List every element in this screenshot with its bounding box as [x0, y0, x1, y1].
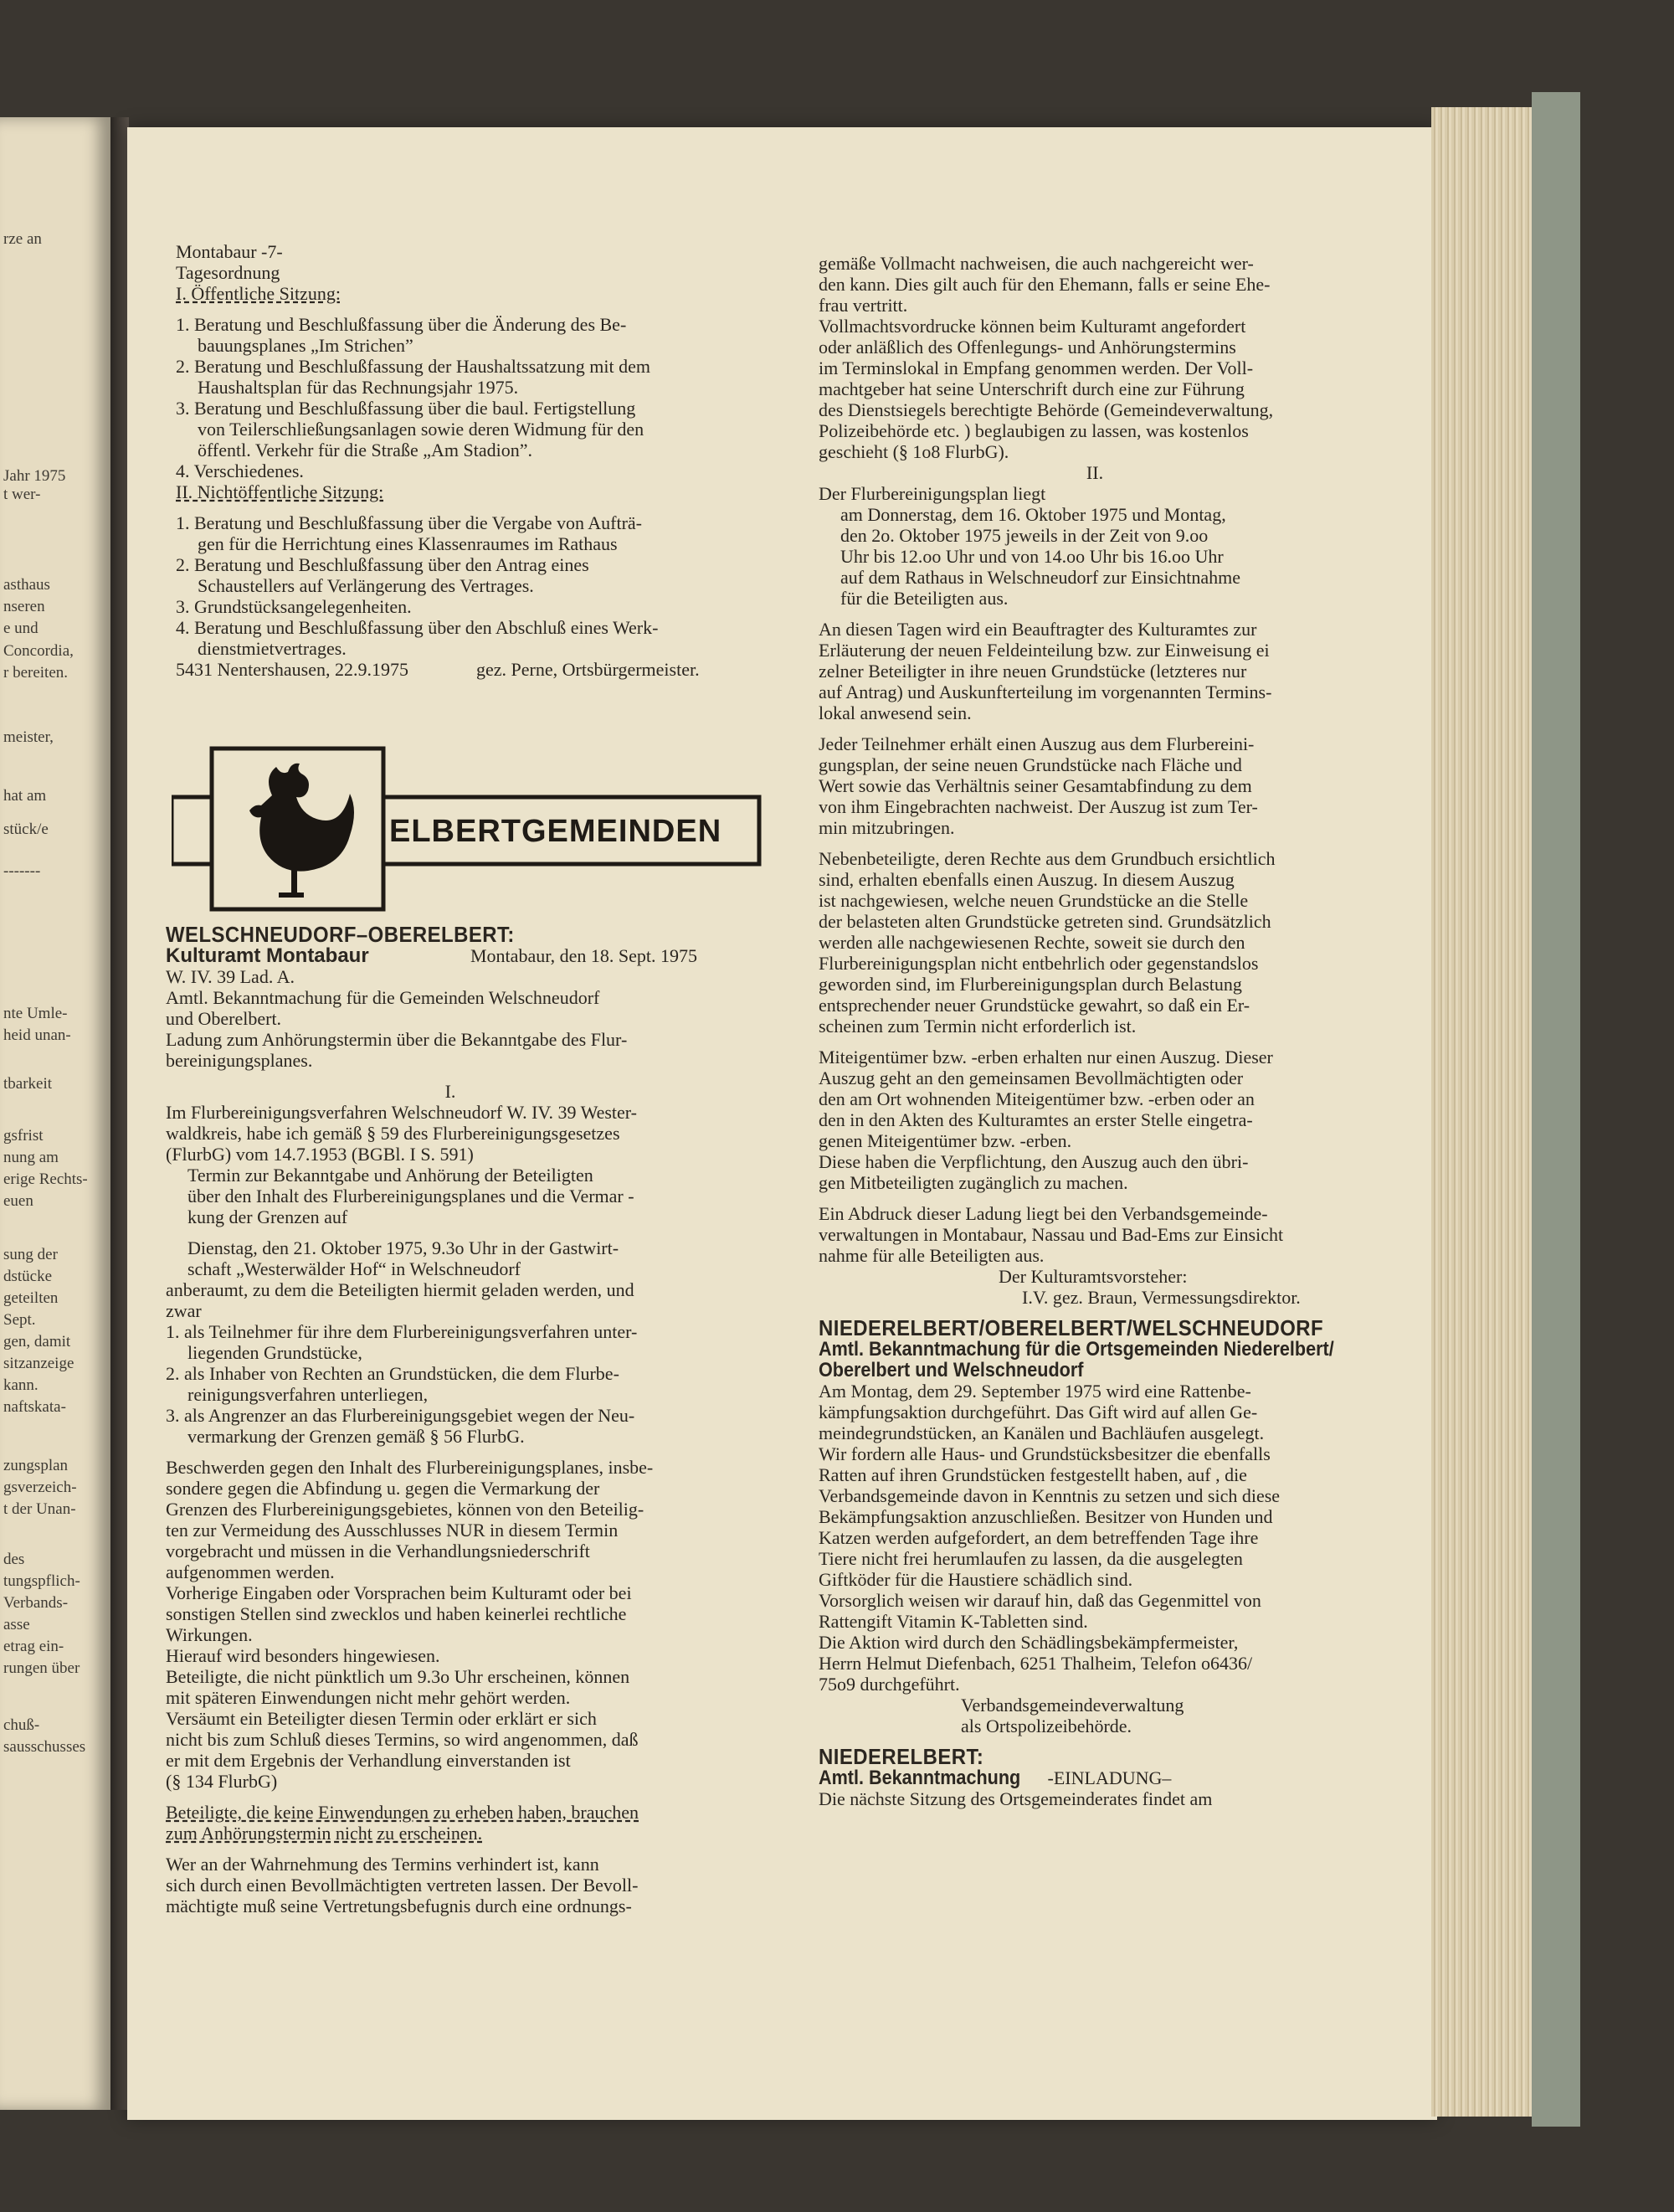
coowner-line: Diese haben die Verpflichtung, den Auszug auch den übri- — [819, 1151, 1249, 1172]
coowner-line: Miteigentümer bzw. -erben erhalten nur einen Auszug. Dieser — [819, 1047, 1273, 1067]
proxy-line: des Dienstsiegels berechtigte Behörde (Gemeindeverwaltung, — [819, 399, 1274, 420]
copy-line: verwaltungen in Montabaur, Nassau und Bad-Ems zur Einsicht — [819, 1224, 1284, 1245]
procedure-line: Im Flurbereinigungsverfahren Welschneudorf W. IV. 39 Wester- — [166, 1102, 637, 1123]
proxy-line: gemäße Vollmacht nachweisen, die auch nachgereicht wer- — [819, 253, 1254, 274]
list-item-line: vermarkung der Grenzen gemäß § 56 FlurbG. — [187, 1426, 525, 1447]
agenda-header — [176, 241, 700, 283]
section-heading-welschneudorf: WELSCHNEUDORF–OBERELBERT: — [166, 922, 515, 947]
date-line: Dienstag, den 21. Oktober 1975, 9.3o Uhr in der Gastwirt- — [187, 1237, 619, 1258]
left-page-fragment: hat am — [3, 787, 47, 805]
left-page-fragment: Concordia, — [3, 642, 74, 660]
office-line — [166, 945, 735, 966]
agenda-header-line: Montabaur -7- — [176, 241, 283, 262]
left-page-fragment: rze an — [3, 230, 42, 248]
rat-text — [819, 1381, 1391, 1695]
left-page-fragment: tungspflich- — [3, 1572, 80, 1590]
copy-line: Ein Abdruck dieser Ladung liegt bei den Verbandsgemeinde- — [819, 1203, 1268, 1224]
complaints-line: Grenzen des Flurbereinigungsgebietes, können von den Beteilig- — [166, 1499, 644, 1520]
complaints-line: vorgebracht und müssen in die Verhandlungsniederschrift — [166, 1541, 590, 1561]
list-item-line: Schaustellers auf Verlängerung des Vertrages. — [198, 575, 534, 596]
left-page-fragment: nseren — [3, 598, 45, 615]
section-heading-niederelbert-oberelbert: NIEDERELBERT/OBERELBERT/WELSCHNEUDORF — [819, 1315, 1324, 1340]
left-page-fragment: naftskata- — [3, 1398, 66, 1416]
list-item-line: bauungsplanes „Im Strichen” — [198, 335, 413, 356]
invite-line: anberaumt, zu dem die Beteiligten hiermit geladen werden, und — [166, 1279, 634, 1300]
rat-line: kämpfungsaktion durchgeführt. Das Gift wird auf allen Ge- — [819, 1402, 1258, 1422]
rat-sign — [819, 1695, 1391, 1736]
left-page-fragment: zungsplan — [3, 1457, 69, 1474]
sign-name: I.V. gez. Braun, Vermessungsdirektor. — [1022, 1287, 1301, 1308]
left-page-fragment: etrag ein- — [3, 1638, 64, 1655]
book-gutter — [110, 117, 129, 2110]
coowner-line: genen Miteigentümer bzw. -erben. — [819, 1130, 1072, 1151]
body-line: bereinigungsplanes. — [166, 1050, 313, 1071]
list-item-line: 3. Grundstücksangelegenheiten. — [176, 596, 412, 617]
coowner-line: gen Mitbeteiligten zugänglich zu machen. — [819, 1172, 1128, 1193]
list-item-line: liegenden Grundstücke, — [187, 1342, 362, 1363]
private-agenda-item — [176, 617, 700, 659]
list-item-line: 3. Beratung und Beschlußfassung über die baul. Fertigstellung — [176, 398, 636, 419]
plan-line: am Donnerstag, dem 16. Oktober 1975 und Montag, — [840, 504, 1226, 525]
plan-line: den 2o. Oktober 1975 jeweils in der Zeit von 9.oo — [840, 525, 1209, 546]
complaints-line: ten zur Vermeidung des Ausschlusses NUR in diesem Termin — [166, 1520, 619, 1541]
left-page-fragment: sitzanzeige — [3, 1355, 74, 1372]
rat-line: Tiere nicht frei herumlaufen zu lassen, da die ausgelegten — [819, 1548, 1243, 1569]
left-page-fragment: sung der — [3, 1246, 58, 1263]
copy-text — [819, 1203, 1391, 1266]
public-agenda-item — [176, 356, 700, 398]
subheading-rat — [819, 1339, 1391, 1381]
left-page-fragment: heid unan- — [3, 1026, 71, 1044]
rat-line: Vorsorglich weisen wir darauf hin, daß das Gegenmittel von — [819, 1590, 1261, 1611]
list-item-line: 2. Beratung und Beschlußfassung über den Antrag eines — [176, 554, 589, 575]
list-item-line: reinigungsverfahren unterliegen, — [187, 1384, 429, 1405]
left-page-fragment: nung am — [3, 1149, 59, 1166]
secondary-line: scheinen zum Termin nicht erforderlich ist. — [819, 1016, 1137, 1037]
subheading-line: Oberelbert und Welschneudorf — [819, 1359, 1084, 1381]
procedure-line: waldkreis, habe ich gemäß § 59 des Flurbereinigungsgesetzes — [166, 1123, 620, 1144]
closing-line: mächtigte muß seine Vertretungsbefugnis durch eine ordnungs- — [166, 1896, 632, 1916]
proxy-line: oder anläßlich des Offenlegungs- und Anhörungstermins — [819, 337, 1236, 358]
secondary-line: ist nachgewiesen, welche neuen Grundstücke an die Stelle — [819, 890, 1249, 911]
term-line: über den Inhalt des Flurbereinigungsplanes und die Vermar - — [187, 1186, 634, 1206]
roman-one: I. — [444, 1081, 456, 1102]
section-heading-niederelbert: NIEDERELBERT: — [819, 1744, 984, 1769]
rat-sign-line: als Ortspolizeibehörde. — [961, 1716, 1132, 1736]
public-agenda-item — [176, 460, 700, 481]
left-page-fragment: gsverzeich- — [3, 1479, 77, 1496]
complaints-line: aufgenommen werden. — [166, 1561, 335, 1582]
signature-place: 5431 Nentershausen, 22.9.1975 — [176, 659, 409, 680]
list-item-line: dienstmietvertrages. — [198, 638, 347, 659]
complaints-line: nicht bis zum Schluß dieses Termins, so wird angenommen, daß — [166, 1729, 639, 1750]
body-line: und Oberelbert. — [166, 1008, 282, 1029]
closing-line: Wer an der Wahrnehmung des Termins verhindert ist, kann — [166, 1854, 599, 1875]
procedure-text — [166, 1102, 735, 1165]
signature-line — [176, 659, 700, 680]
body-line: Amtl. Bekanntmachung für die Gemeinden Welschneudorf — [166, 987, 600, 1008]
coowner-text — [819, 1047, 1391, 1193]
proxy-line: im Terminslokal in Empfang genommen werden. Der Voll- — [819, 358, 1254, 378]
party-item — [166, 1321, 735, 1363]
left-page-fragment: t wer- — [3, 486, 41, 503]
left-page-fragment: nte Umle- — [3, 1005, 68, 1022]
term-line: kung der Grenzen auf — [187, 1206, 348, 1227]
roman-two: II. — [1086, 462, 1104, 483]
left-page-fragment: ------- — [3, 862, 41, 880]
proxy-line: Vollmachtsvordrucke können beim Kulturamt angefordert — [819, 316, 1246, 337]
left-page-fragment: stück/e — [3, 820, 49, 838]
complaints-text — [166, 1457, 735, 1792]
secondary-text — [819, 848, 1391, 1037]
party-item — [166, 1405, 735, 1447]
complaints-line: er mit dem Ergebnis der Verhandlung einverstanden ist — [166, 1750, 571, 1771]
list-item-line: 1. Beratung und Beschlußfassung über die Änderung des Be- — [176, 314, 627, 335]
complaints-line: mit späteren Einwendungen nicht mehr gehört werden. — [166, 1687, 571, 1708]
list-item-line: 3. als Angrenzer an das Flurbereinigungsgebiet wegen der Neu- — [166, 1405, 635, 1426]
complaints-line: Wirkungen. — [166, 1624, 253, 1645]
body-line: Ladung zum Anhörungstermin über die Bekanntgabe des Flur- — [166, 1029, 628, 1050]
proxy-line: geschieht (§ 1o8 FlurbG). — [819, 441, 1009, 462]
agenda-header-line: Tagesordnung — [176, 262, 280, 283]
invite-line: zwar — [166, 1300, 202, 1321]
secondary-line: Flurbereinigungsplan nicht entbehrlich oder gegenstandslos — [819, 953, 1259, 974]
list-item-line: 4. Beratung und Beschlußfassung über den Abschluß eines Werk- — [176, 617, 659, 638]
underlined-notice — [166, 1802, 735, 1844]
complaints-line: sonstigen Stellen sind zwecklos und haben keinerlei rechtliche — [166, 1603, 627, 1624]
rat-line: Katzen werden aufgefordert, an dem betreffenden Tage ihre — [819, 1527, 1259, 1548]
agent-text — [819, 619, 1391, 723]
secondary-line: werden alle nachgewiesenen Rechte, soweit sie durch den — [819, 932, 1245, 953]
complaints-line: Beteiligte, die nicht pünktlich um 9.3o Uhr erscheinen, können — [166, 1666, 630, 1687]
term-line: Termin zur Bekanntgabe und Anhörung der Beteiligten — [187, 1165, 593, 1186]
agent-line: Erläuterung der neuen Feldeinteilung bzw. zur Einweisung ei — [819, 640, 1270, 661]
complaints-line: sondere gegen die Abfindung u. gegen die Vermarkung der — [166, 1478, 600, 1499]
complaints-line: (§ 134 FlurbG) — [166, 1771, 278, 1792]
proxy-line: den kann. Dies gilt auch für den Ehemann, falls er seine Ehe- — [819, 274, 1271, 295]
left-page-fragment: t der Unan- — [3, 1500, 76, 1518]
list-item-line: 1. als Teilnehmer für ihre dem Flurbereinigungsverfahren unter- — [166, 1321, 638, 1342]
plan-line: auf dem Rathaus in Welschneudorf zur Einsichtnahme — [840, 567, 1241, 588]
left-page-fragment: Jahr 1975 — [3, 467, 66, 485]
extract-line: Wert sowie das Verhältnis seiner Gesamtabfindung zu dem — [819, 775, 1252, 796]
term-text — [166, 1165, 735, 1227]
rat-line: Bekämpfungsaktion anzuschließen. Besitzer von Hunden und — [819, 1506, 1273, 1527]
rat-line: Rattengift Vitamin K-Tabletten sind. — [819, 1611, 1088, 1632]
secondary-line: geworden sind, im Flurbereinigungsplan durch Belastung — [819, 974, 1242, 995]
procedure-line: (FlurbG) vom 14.7.1953 (BGBl. I S. 591) — [166, 1144, 474, 1165]
left-page-fragment: rungen über — [3, 1659, 80, 1677]
secondary-line: der belasteten alten Grundstücke getreten sind. Grundsätzlich — [819, 911, 1271, 932]
date-text — [166, 1237, 735, 1279]
plan-intro: Der Flurbereinigungsplan liegt — [819, 483, 1046, 504]
agent-line: An diesen Tagen wird ein Beauftragter des Kulturamtes zur — [819, 619, 1257, 640]
left-page-fragment: chuß- — [3, 1716, 40, 1734]
banner-title: ELBERTGEMEINDEN — [389, 814, 722, 849]
closing-line: sich durch einen Bevollmächtigten vertreten lassen. Der Bevoll- — [166, 1875, 639, 1896]
complaints-line: Versäumt ein Beteiligter diesen Termin oder erklärt er sich — [166, 1708, 597, 1729]
left-column — [176, 241, 700, 680]
left-page-fragment: euen — [3, 1192, 33, 1210]
list-item-line: öffentl. Verkehr für die Straße „Am Stadion”. — [198, 440, 532, 460]
underlined-line: Beteiligte, die keine Einwendungen zu erheben haben, brauchen — [166, 1802, 639, 1823]
list-item-line: 2. Beratung und Beschlußfassung der Haushaltssatzung mit dem — [176, 356, 651, 377]
rat-line: 75o9 durchgeführt. — [819, 1674, 960, 1695]
page-edges — [1431, 107, 1537, 2117]
public-items — [176, 314, 700, 481]
left-page-fragment: gen, damit — [3, 1333, 71, 1350]
complaints-line: Hierauf wird besonders hingewiesen. — [166, 1645, 440, 1666]
date-line: schaft „Westerwälder Hof“ in Welschneudorf — [187, 1258, 521, 1279]
invitation-tail: -EINLADUNG– — [1043, 1767, 1172, 1788]
book-cover — [1532, 92, 1580, 2127]
list-item-line: 1. Beratung und Beschlußfassung über die Vergabe von Aufträ- — [176, 512, 643, 533]
rat-line: meindegrundstücken, an Kanälen und Bachläufen ausgelegt. — [819, 1422, 1265, 1443]
proxy-text — [819, 253, 1391, 462]
coowner-line: Auszug geht an den gemeinsamen Bevollmächtigten oder — [819, 1067, 1244, 1088]
left-page-fragment: Sept. — [3, 1311, 36, 1329]
plan-line: Uhr bis 12.oo Uhr und von 14.oo Uhr bis 16.oo Uhr — [840, 546, 1224, 567]
party-items — [166, 1321, 735, 1447]
office-date: Montabaur, den 18. Sept. 1975 — [470, 945, 698, 966]
rat-line: Am Montag, dem 29. September 1975 wird eine Rattenbe- — [819, 1381, 1251, 1402]
left-page-fragment: tbarkeit — [3, 1075, 53, 1093]
rat-sign-line: Verbandsgemeindeverwaltung — [961, 1695, 1184, 1716]
rat-line: Wir fordern alle Haus- und Grundstücksbesitzer die ebenfalls — [819, 1443, 1271, 1464]
left-page-fragment: asthaus — [3, 576, 50, 594]
list-item-line: gen für die Herrichtung eines Klassenraumes im Rathaus — [198, 533, 618, 554]
signature-name: gez. Perne, Ortsbürgermeister. — [476, 659, 700, 680]
office-name: Kulturamt Montabaur — [166, 944, 369, 967]
public-agenda-item — [176, 398, 700, 460]
extract-line: von ihm Eingebrachten nachweist. Der Auszug ist zum Ter- — [819, 796, 1258, 817]
rat-line: Herrn Helmut Diefenbach, 6251 Thalheim, Telefon o6436/ — [819, 1653, 1253, 1674]
list-item-line: 2. als Inhaber von Rechten an Grundstücken, die dem Flurbe- — [166, 1363, 619, 1384]
final-line: Die nächste Sitzung des Ortsgemeinderates findet am — [819, 1788, 1213, 1809]
sign-title: Der Kulturamtsvorsteher: — [999, 1266, 1188, 1287]
invitation-line — [819, 1767, 1391, 1788]
left-facing-page — [0, 117, 110, 2110]
copy-line: nahme für alle Beteiligten aus. — [819, 1245, 1045, 1266]
rat-line: Die Aktion wird durch den Schädlingsbekämpfermeister, — [819, 1632, 1239, 1653]
invitation-subhead: Amtl. Bekanntmachung — [819, 1767, 1021, 1789]
closing-text — [166, 1854, 735, 1916]
left-page-fragment: meister, — [3, 728, 54, 746]
proxy-line: Polizeibehörde etc. ) beglaubigen zu lassen, was kostenlos — [819, 420, 1249, 441]
left-page-fragment: kann. — [3, 1376, 39, 1394]
private-agenda-item — [176, 512, 700, 554]
private-agenda-item — [176, 596, 700, 617]
coowner-line: den am Ort wohnenden Miteigentümer bzw. -erben oder an — [819, 1088, 1255, 1109]
extract-line: gungsplan, der seine neuen Grundstücke nach Fläche und — [819, 754, 1242, 775]
party-item — [166, 1363, 735, 1405]
plan-line: für die Beteiligten aus. — [840, 588, 1009, 609]
announcement-body — [166, 966, 735, 1071]
public-session-heading: I. Öffentliche Sitzung: — [176, 283, 341, 304]
rat-line: Giftköder für die Haustiere schädlich sind. — [819, 1569, 1133, 1590]
left-page-fragment: e und — [3, 620, 39, 637]
agent-line: auf Antrag) und Auskunfterteilung im vorgenannten Termins- — [819, 682, 1272, 702]
left-page-fragment: Verbands- — [3, 1594, 69, 1612]
private-items — [176, 512, 700, 659]
left-page-fragment: des — [3, 1551, 25, 1568]
right-column — [819, 253, 1391, 1809]
left-page-fragment: dstücke — [3, 1268, 53, 1285]
complaints-line: Beschwerden gegen den Inhalt des Flurbereinigungsplanes, insbe- — [166, 1457, 654, 1478]
list-item-line: von Teilerschließungsanlagen sowie deren Widmung für den — [198, 419, 644, 440]
left-page-fragment: erige Rechts- — [3, 1170, 88, 1188]
extract-text — [819, 733, 1391, 838]
list-item-line: 4. Verschiedenes. — [176, 460, 304, 481]
plan-text — [819, 504, 1391, 609]
private-session-heading: II. Nichtöffentliche Sitzung: — [176, 481, 384, 502]
proxy-line: machtgeber hat seine Unterschrift durch eine zur Führung — [819, 378, 1245, 399]
list-item-line: Haushaltsplan für das Rechnungsjahr 1975. — [198, 377, 519, 398]
agent-line: lokal anwesend sein. — [819, 702, 972, 723]
left-page-fragment: gsfrist — [3, 1127, 44, 1145]
left-column-lower — [166, 924, 735, 1916]
agent-line: zelner Beteiligter in ihre neuen Grundstücke (letzteres nur — [819, 661, 1247, 682]
extract-line: min mitzubringen. — [819, 817, 955, 838]
complaints-line: Vorherige Eingaben oder Vorsprachen beim Kulturamt oder bei — [166, 1582, 632, 1603]
rat-line: Ratten auf ihren Grundstücken festgestellt haben, auf , die — [819, 1464, 1247, 1485]
left-page-fragment: sausschusses — [3, 1738, 86, 1756]
private-agenda-item — [176, 554, 700, 596]
invite-text — [166, 1279, 735, 1321]
public-agenda-item — [176, 314, 700, 356]
coowner-line: den in den Akten des Kulturamtes an erster Stelle eingetra- — [819, 1109, 1253, 1130]
extract-line: Jeder Teilnehmer erhält einen Auszug aus dem Flurbereini- — [819, 733, 1255, 754]
subheading-line: Amtl. Bekanntmachung für die Ortsgemeinden Niederelbert/ — [819, 1338, 1334, 1361]
underlined-line: zum Anhörungstermin nicht zu erscheinen. — [166, 1823, 483, 1844]
left-page-fragment: geteilten — [3, 1289, 59, 1307]
proxy-line: frau vertritt. — [819, 295, 908, 316]
body-line: W. IV. 39 Lad. A. — [166, 966, 295, 987]
left-page-fragment: r bereiten. — [3, 664, 69, 682]
secondary-line: entsprechender neuer Grundstücke gewahrt, so daß ein Er- — [819, 995, 1250, 1016]
secondary-line: Nebenbeteiligte, deren Rechte aus dem Grundbuch ersichtlich — [819, 848, 1276, 869]
left-page-fragment: asse — [3, 1616, 30, 1633]
rat-line: Verbandsgemeinde davon in Kenntnis zu setzen und sich diese — [819, 1485, 1281, 1506]
secondary-line: sind, erhalten ebenfalls einen Auszug. In diesem Auszug — [819, 869, 1235, 890]
